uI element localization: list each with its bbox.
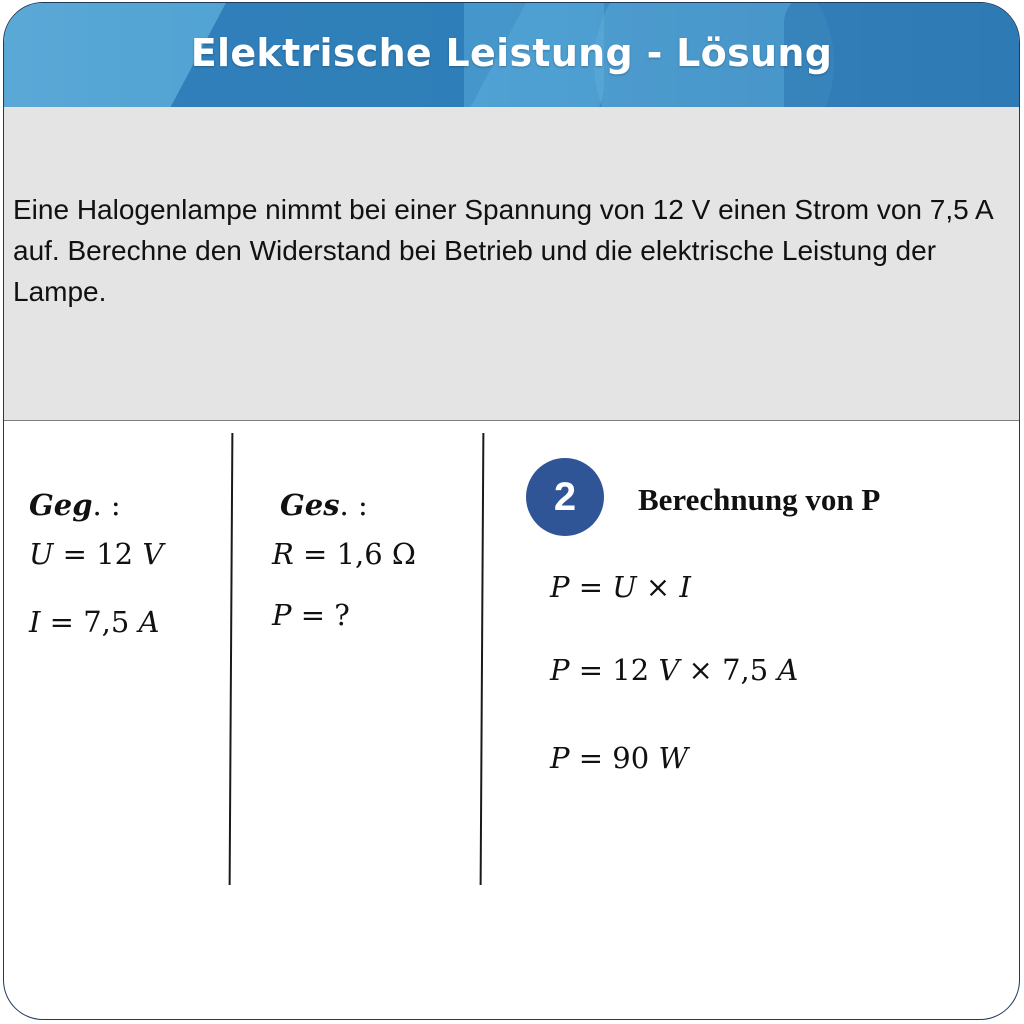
step-number-badge: 2 [526,458,604,536]
given-label: Geg. : [29,488,121,522]
sought-resistance: R = 1,6 Ω [272,537,416,571]
sought-power: P = ? [272,598,350,632]
formula-line: P = U × I [550,570,691,604]
solution-card [3,2,1020,1020]
column-divider-right [480,433,485,885]
result-line: P = 90 W [550,741,689,775]
task-box [4,107,1019,421]
column-divider-left [229,433,234,885]
step-heading: Berechnung von P [638,482,881,517]
header-banner [4,3,1019,107]
given-voltage: U = 12 V [29,537,164,571]
sought-label: Ges. : [280,488,368,522]
task-text: Eine Halogenlampe nimmt bei einer Spannung von 12 V einen Strom von 7,5 A auf. Berechne den Widerstand bei Betrieb und die elektrische Leistung der Lampe. [13,194,993,307]
page-title: Elektrische Leistung - Lösung [190,31,833,75]
given-current: I = 7,5 A [29,605,160,639]
substitution-line: P = 12 V × 7,5 A [550,653,799,687]
